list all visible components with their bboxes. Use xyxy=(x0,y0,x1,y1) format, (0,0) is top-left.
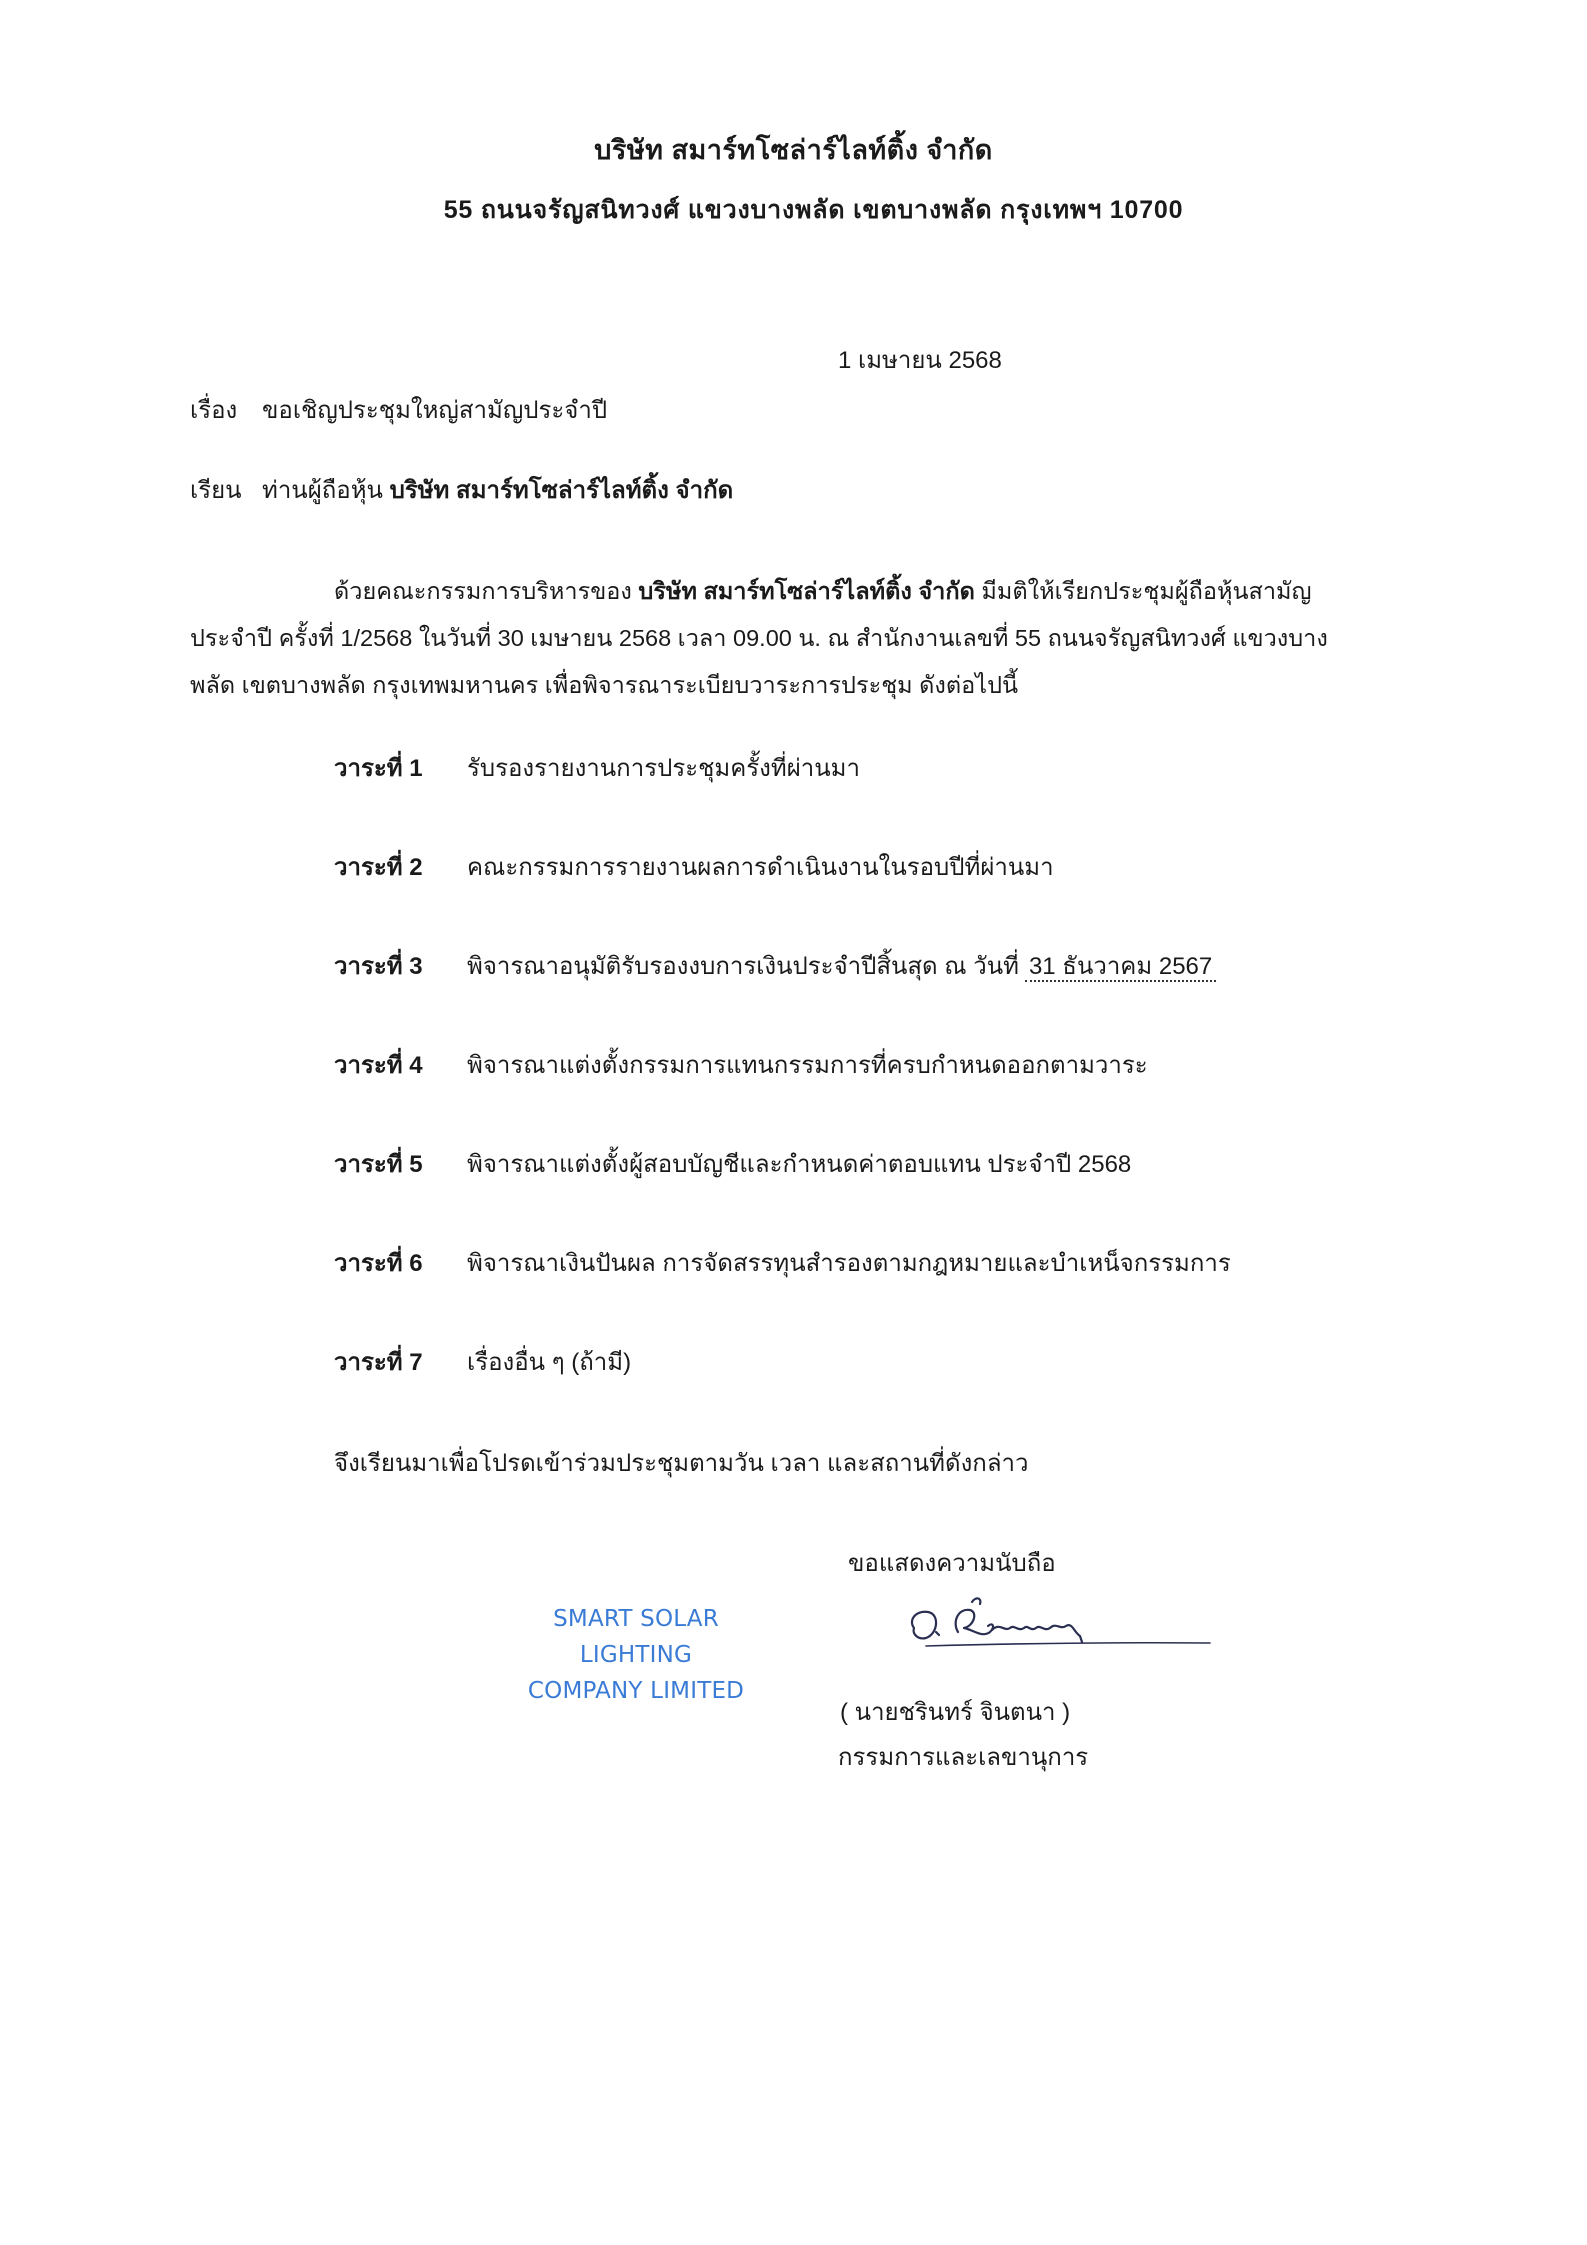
salutation-prefix: ท่านผู้ถือหุ้น xyxy=(262,477,383,504)
body-line-1-suffix: มีมติให้เรียกประชุมผู้ถือหุ้นสามัญ xyxy=(981,578,1312,604)
salutation-label: เรียน xyxy=(190,477,242,504)
agenda-number: วาระที่ 6 xyxy=(334,1250,423,1277)
agenda-item-4 xyxy=(334,1045,1148,1085)
agenda-item-1 xyxy=(334,748,860,788)
subject-text: ขอเชิญประชุมใหญ่สามัญประจำปี xyxy=(262,397,608,424)
salutation-line xyxy=(190,470,733,509)
agenda-item-2 xyxy=(334,847,1054,887)
salutation-company: บริษัท สมาร์ทโซล่าร์ไลท์ติ้ง จำกัด xyxy=(389,477,734,504)
handwritten-signature xyxy=(900,1582,1212,1664)
stamp-line-2: COMPANY LIMITED xyxy=(527,1678,745,1704)
letter-date: 1 เมษายน 2568 xyxy=(838,347,1002,374)
fiscal-year-end-date: 31 ธันวาคม 2567 xyxy=(1025,954,1216,982)
agenda-item-7 xyxy=(334,1342,631,1382)
body-line-2: ประจำปี ครั้งที่ 1/2568 ในวันที่ 30 เมษายน 2568 เวลา 09.00 น. ณ สำนักงานเลขที่ 55 ถนนจรัญสนิทวงศ์ แขวงบาง xyxy=(190,625,1328,651)
agenda-text: พิจารณาเงินปันผล การจัดสรรทุนสำรองตามกฎหมายและบำเหน็จกรรมการ xyxy=(467,1250,1231,1277)
company-address: 55 ถนนจรัญสนิทวงศ์ แขวงบางพลัด เขตบางพลัด กรุงเทพฯ 10700 xyxy=(443,196,1184,224)
agenda-item-3 xyxy=(334,946,1216,986)
signer-title: กรรมการและเลขานุการ xyxy=(838,1744,1089,1771)
agenda-number: วาระที่ 5 xyxy=(334,1151,423,1178)
agenda-text: เรื่องอื่น ๆ (ถ้ามี) xyxy=(467,1349,632,1376)
agenda-text: รับรองรายงานการประชุมครั้งที่ผ่านมา xyxy=(467,755,860,782)
agenda-text: พิจารณาแต่งตั้งกรรมการแทนกรรมการที่ครบกำหนดออกตามวาระ xyxy=(467,1052,1148,1079)
body-paragraph xyxy=(190,568,1440,709)
closing-invitation: จึงเรียนมาเพื่อโปรดเข้าร่วมประชุมตามวัน เวลา และสถานที่ดังกล่าว xyxy=(334,1450,1029,1477)
agenda-number: วาระที่ 2 xyxy=(334,854,423,881)
signer-name: ( นายชรินทร์ จินตนา ) xyxy=(840,1699,1071,1726)
agenda-number: วาระที่ 4 xyxy=(334,1052,423,1079)
body-company-name: บริษัท สมาร์ทโซล่าร์ไลท์ติ้ง จำกัด xyxy=(638,578,975,604)
agenda-item-5 xyxy=(334,1144,1131,1184)
agenda-number: วาระที่ 1 xyxy=(334,755,423,782)
company-stamp xyxy=(496,1601,776,1709)
company-name-heading: บริษัท สมาร์ทโซล่าร์ไลท์ติ้ง จำกัด xyxy=(594,135,993,165)
subject-label: เรื่อง xyxy=(190,397,238,424)
agenda-item-6 xyxy=(334,1243,1231,1283)
body-line-1 xyxy=(190,568,1440,615)
agenda-number: วาระที่ 7 xyxy=(334,1349,423,1376)
stamp-line-1: SMART SOLAR LIGHTING xyxy=(553,1606,719,1668)
regards-text: ขอแสดงความนับถือ xyxy=(848,1550,1056,1577)
agenda-text: พิจารณาอนุมัติรับรองงบการเงินประจำปีสิ้นสุด ณ วันที่ xyxy=(467,953,1019,980)
body-line-1-prefix: ด้วยคณะกรรมการบริหารของ xyxy=(334,578,632,604)
subject-line xyxy=(190,390,607,429)
agenda-number: วาระที่ 3 xyxy=(334,953,423,980)
agenda-text: คณะกรรมการรายงานผลการดำเนินงานในรอบปีที่ผ่านมา xyxy=(467,854,1054,881)
agenda-text: พิจารณาแต่งตั้งผู้สอบบัญชีและกำหนดค่าตอบแทน ประจำปี 2568 xyxy=(467,1151,1132,1178)
body-line-3: พลัด เขตบางพลัด กรุงเทพมหานคร เพื่อพิจารณาระเบียบวาระการประชุม ดังต่อไปนี้ xyxy=(190,672,1019,698)
